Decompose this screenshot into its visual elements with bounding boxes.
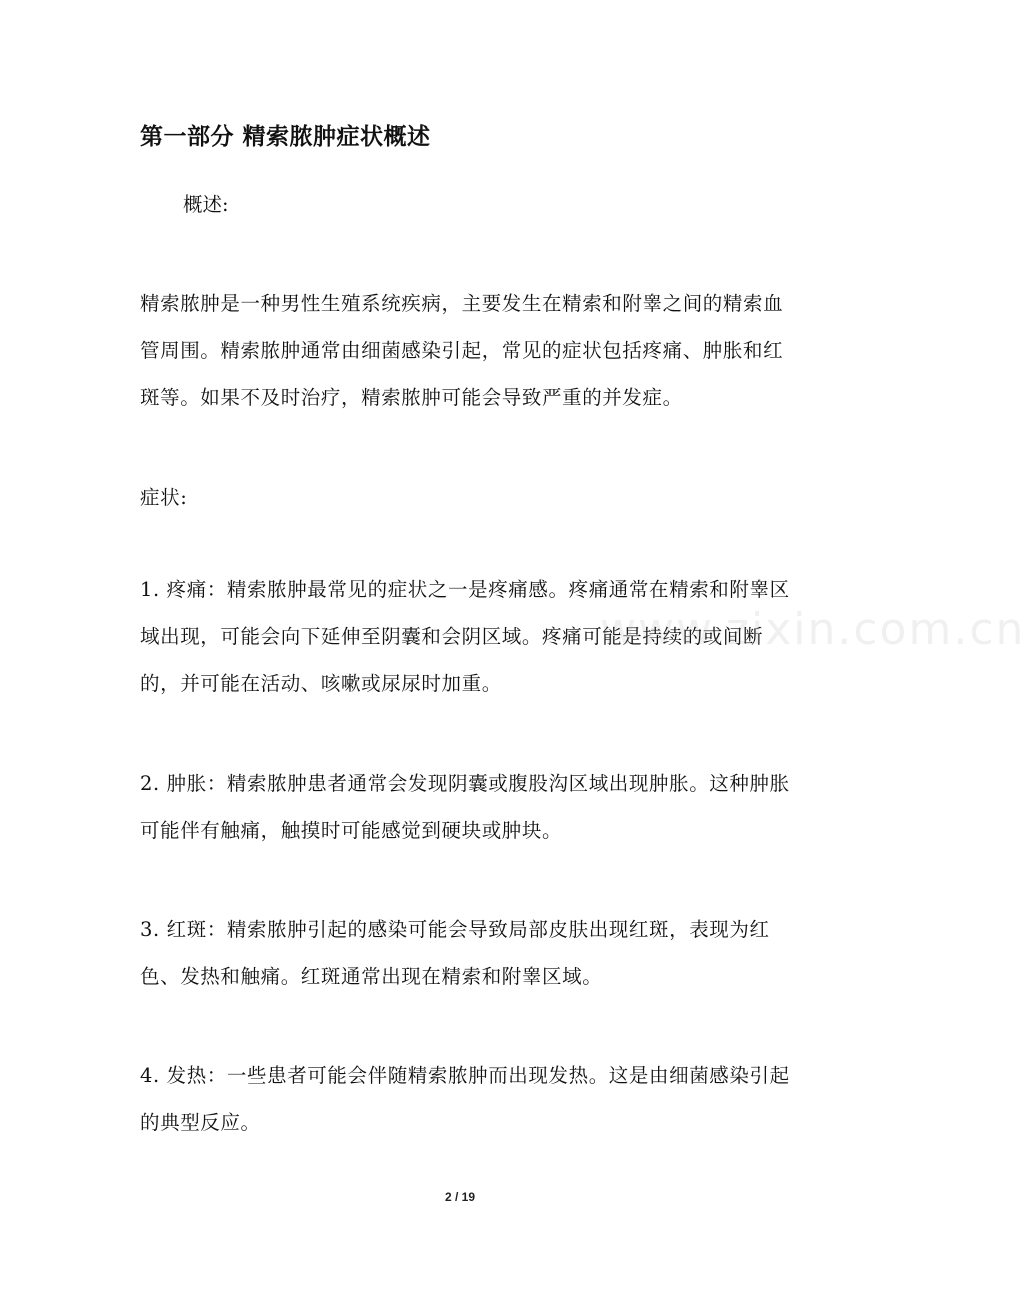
- section-heading: 第一部分 精索脓肿症状概述: [140, 123, 431, 150]
- overview-paragraph: 精索脓肿是一种男性生殖系统疾病，主要发生在精索和附睾之间的精索血管周围。精索脓肿通常由细菌感染引起，常见的症状包括疼痛、肿胀和红斑等。如果不及时治疗，精索脓肿可能会导致严重的并发症。: [140, 292, 784, 409]
- symptom-item-erythema: 3. 红斑：精索脓肿引起的感染可能会导致局部皮肤出现红斑，表现为红色、发热和触痛。红斑通常出现在精索和附睾区域。: [140, 918, 770, 988]
- overview-label: 概述:: [183, 193, 229, 216]
- symptom-item-fever: 4. 发热：一些患者可能会伴随精索脓肿而出现发热。这是由细菌感染引起的典型反应。: [140, 1064, 790, 1134]
- symptom-item-pain: 1. 疼痛：精索脓肿最常见的症状之一是疼痛感。疼痛通常在精索和附睾区域出现，可能会向下延伸至阴囊和会阴区域。疼痛可能是持续的或间断的，并可能在活动、咳嗽或尿尿时加重。: [140, 578, 790, 695]
- page-indicator: 2 / 19: [444, 1190, 476, 1204]
- symptoms-label: 症状:: [140, 486, 188, 509]
- watermark: www.zixin.com.cn: [600, 604, 1025, 655]
- symptom-item-swelling: 2. 肿胀：精索脓肿患者通常会发现阴囊或腹股沟区域出现肿胀。这种肿胀可能伴有触痛，触摸时可能感觉到硬块或肿块。: [140, 772, 790, 842]
